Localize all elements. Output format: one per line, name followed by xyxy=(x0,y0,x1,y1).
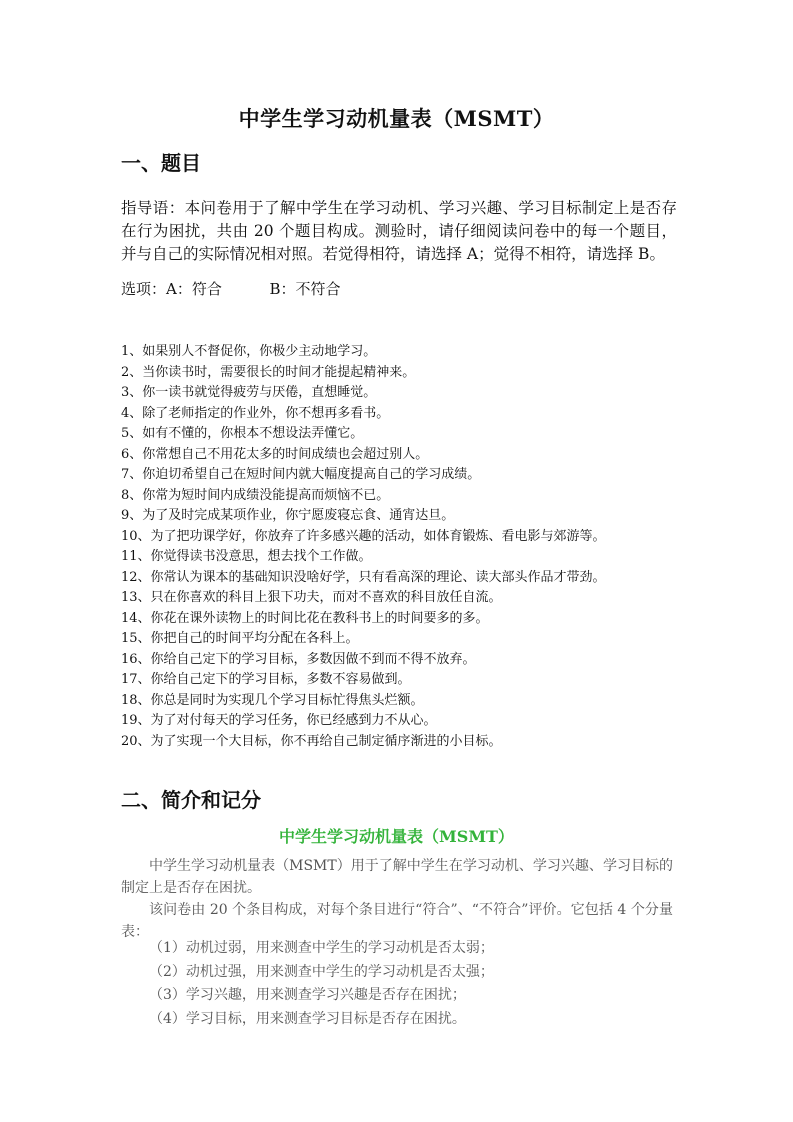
list-item: （1）动机过弱，用来测查中学生的学习动机是否太弱； xyxy=(149,940,494,956)
list-item: 3、你一读书就觉得疲劳与厌倦，直想睡觉。 xyxy=(121,385,377,400)
list-item: （4）学习目标，用来测查学习目标是否存在困扰。 xyxy=(149,1010,466,1027)
list-item: 11、你觉得读书没意思，想去找个工作做。 xyxy=(121,549,372,564)
list-item: 20、为了实现一个大目标，你不再给自己制定循序渐进的小目标。 xyxy=(121,733,502,749)
list-item: 14、你花在课外读物上的时间比花在教科书上的时间要多的多。 xyxy=(121,610,489,626)
list-item: （3）学习兴趣，用来测查学习兴趣是否存在困扰； xyxy=(149,987,466,1003)
list-item: 12、你常认为课本的基础知识没啥好学，只有看高深的理论、读大部头作品才带劲。 xyxy=(121,569,606,585)
list-item: 10、为了把功课学好，你放弃了许多感兴趣的活动，如体育锻炼、看电影与郊游等。 xyxy=(121,528,606,544)
list-item: 2、当你读书时，需要很长的时间才能提起精神来。 xyxy=(121,364,416,380)
list-item: 9、为了及时完成某项作业，你宁愿废寝忘食、通宵达旦。 xyxy=(121,508,455,523)
document-title: 中学生学习动机量表（MSMT） xyxy=(238,106,555,131)
instructions-paragraph: 指导语：本问卷用于了解中学生在学习动机、学习兴趣、学习目标制定上是否存在行为困扰，共由 20 个题目构成。测验时，请仔细阅读问卷中的每一个题目，并与自己的实际情况相对照。若觉得相符，请选择 A；觉得不相符，请选择 B。 xyxy=(121,199,677,263)
list-item: 15、你把自己的时间平均分配在各科上。 xyxy=(121,631,359,646)
list-item: 5、如有不懂的，你根本不想设法弄懂它。 xyxy=(121,426,364,441)
list-item: （2）动机过强，用来测查中学生的学习动机是否太强； xyxy=(149,963,494,980)
list-item: 18、你总是同时为实现几个学习目标忙得焦头烂额。 xyxy=(121,692,424,708)
list-item: 7、你迫切希望自己在短时间内就大幅度提高自己的学习成绩。 xyxy=(121,467,481,482)
section1-heading: 一、题目 xyxy=(121,151,201,175)
list-item: 17、你给自己定下的学习目标，多数不容易做到。 xyxy=(121,672,411,687)
list-item: 4、除了老师指定的作业外，你不想再多看书。 xyxy=(121,405,390,421)
list-item: 8、你常为短时间内成绩没能提高而烦恼不已。 xyxy=(121,487,390,503)
intro-subtitle: 中学生学习动机量表（MSMT） xyxy=(279,827,514,846)
subscale-list xyxy=(121,937,494,1031)
list-item: 16、你给自己定下的学习目标，多数因做不到而不得不放弃。 xyxy=(121,651,476,667)
list-item: 1、如果别人不督促你，你极少主动地学习。 xyxy=(121,344,377,359)
question-list xyxy=(121,342,681,752)
intro-paragraph-1: 中学生学习动机量表（MSMT）用于了解中学生在学习动机、学习兴趣、学习目标的制定上是否存在困扰。 xyxy=(121,858,673,896)
list-item: 13、只在你喜欢的科目上狠下功夫，而对不喜欢的科目放任自流。 xyxy=(121,590,502,605)
list-item: 19、为了对付每天的学习任务，你已经感到力不从心。 xyxy=(121,713,437,728)
list-item: 6、你常想自己不用花太多的时间成绩也会超过别人。 xyxy=(121,446,429,462)
section2-heading: 二、简介和记分 xyxy=(121,788,261,812)
intro-paragraph-2: 该问卷由 20 个条目构成，对每个条目进行“符合”、“不符合”评价。它包括 4 个分量表： xyxy=(121,902,673,940)
answer-options: 选项：A：符合 B：不符合 xyxy=(121,280,341,298)
